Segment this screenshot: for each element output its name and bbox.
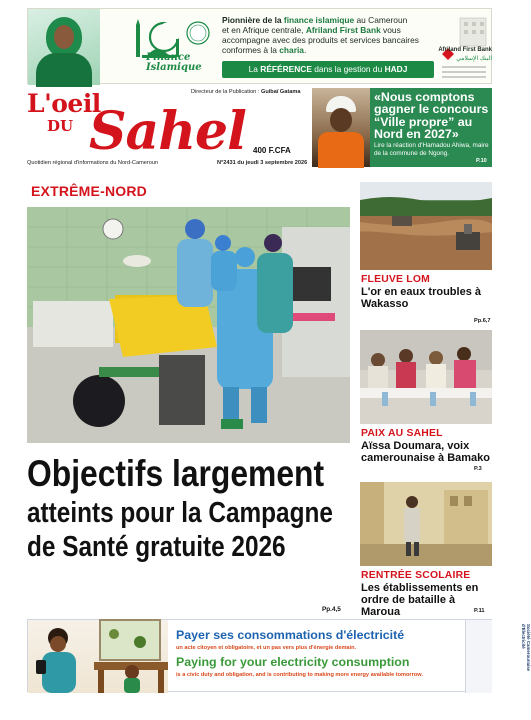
main-headline-line-3: de Santé gratuite 2026 [27, 531, 286, 563]
story-3-title[interactable]: Les établissements en ordre de bataille à Maroua [361, 582, 479, 618]
story-3-kicker: RENTRÉE SCOLAIRE [361, 570, 471, 581]
teaser-subtext: Lire la réaction d'Hamadou Ahiwa, maire de la commune de Ngong. [374, 142, 489, 157]
ad-ref-pre: La [248, 64, 261, 74]
surgery-photo-illustration [27, 207, 350, 443]
director-name: Guibaï Gatama [260, 89, 301, 95]
main-headline[interactable] [27, 452, 355, 564]
ad-copy-l1-suf: au Cameroun [354, 15, 408, 25]
director-label: Directeur de la Publication : [191, 89, 261, 95]
main-story-page-ref: Pp.4,5 [322, 606, 341, 613]
ad-fr-headline: Payer ses consommations d'électricité [176, 628, 405, 642]
rentree-scolaire-photo[interactable] [360, 482, 492, 566]
story-3-page-ref: P.11 [474, 608, 485, 614]
ad-copy-l2-bold: Afriland First Bank [305, 25, 381, 35]
ad-sponsor-name: Société Camerounaise d'Électricité [521, 624, 531, 672]
publication-director [191, 89, 300, 95]
story-1-title[interactable]: L'or en eaux troubles à Wakasso [361, 286, 481, 310]
teaser-headline: «Nous comptons gagner le concours “Ville propre” au Nord en 2027» [374, 90, 489, 142]
ad-ref-bold: RÉFÉRENCE [260, 64, 312, 74]
ad-copy-l4-suf: . [303, 45, 307, 55]
top-banner-ad[interactable] [27, 8, 492, 84]
story-1-kicker: FLEUVE LOM [361, 274, 430, 285]
paix-au-sahel-photo[interactable] [360, 330, 492, 424]
ad-copy-l4-bold: charia [279, 45, 304, 55]
story-2-page-ref: P.3 [474, 466, 482, 472]
mayor-photo [312, 88, 370, 167]
masthead [27, 89, 309, 173]
ad-family-illustration [28, 620, 168, 693]
ad-ref-bold2: HADJ [384, 64, 408, 74]
ad-en-headline: Paying for your electricity consumption [176, 655, 410, 669]
hadj-reference-banner [222, 61, 434, 78]
conference-illustration [360, 330, 492, 424]
story-2-title[interactable]: Aïssa Doumara, voix camerounaise à Bamako [361, 440, 491, 464]
ad-ref-mid: dans la gestion du [311, 64, 385, 74]
ad-copy-l4-pre: conformes à la [222, 45, 280, 55]
ad-sponsor-strip [465, 620, 531, 693]
masthead-loeil: L'oeil [27, 89, 101, 118]
finance-islamique-logo: Finance Islamique [146, 52, 202, 73]
masthead-tagline: Quotidien régional d'informations du Nord-Cameroun [27, 160, 159, 166]
ad-en-subline: is a civic duty and obligation, and is contributing to making more energy available tomorrow. [176, 672, 423, 678]
ad-copy-l2-suf: vous [380, 25, 401, 35]
issue-number-date: N°2431 du jeudi 3 septembre 2026 [217, 160, 308, 166]
ad-copy-l1-pre: Pionnière de la [222, 15, 284, 25]
main-headline-line-2: atteints pour la Campagne [27, 497, 333, 529]
masthead-du: DU [47, 117, 74, 135]
ad-woman-photo [28, 9, 100, 85]
river-mining-illustration [360, 182, 492, 270]
story-1-page-ref: Pp.6,7 [474, 318, 491, 324]
ad-fr-subline: un acte citoyen et obligatoire, et un pas vers plus d'énergie demain. [176, 645, 357, 651]
ad-copy-l3: accompagne avec des produits et services bancaires [222, 35, 419, 45]
section-label-extreme-nord: EXTRÊME-NORD [31, 183, 147, 199]
ad-copy-l1-bold: finance islamique [283, 15, 355, 25]
teaser-box[interactable] [312, 88, 492, 167]
ad-copy-text [222, 15, 432, 55]
surgery-photo[interactable] [27, 207, 350, 443]
ad-copy-l2-pre: et en Afrique centrale, [222, 25, 306, 35]
school-wall-illustration [360, 482, 492, 566]
electricity-ad[interactable] [27, 619, 531, 692]
issue-price: 400 F.CFA [253, 146, 291, 155]
bank-name-arabic: البنك الإسلامي [456, 56, 492, 62]
main-headline-line-1: Objectifs largement [27, 453, 325, 494]
fleuve-lom-photo[interactable] [360, 182, 492, 270]
teaser-page-ref: P.10 [476, 158, 487, 164]
bank-name: Afriland First Bank [438, 47, 492, 53]
masthead-sahel: Sahel [89, 101, 246, 162]
story-2-kicker: PAIX AU SAHEL [361, 428, 443, 439]
